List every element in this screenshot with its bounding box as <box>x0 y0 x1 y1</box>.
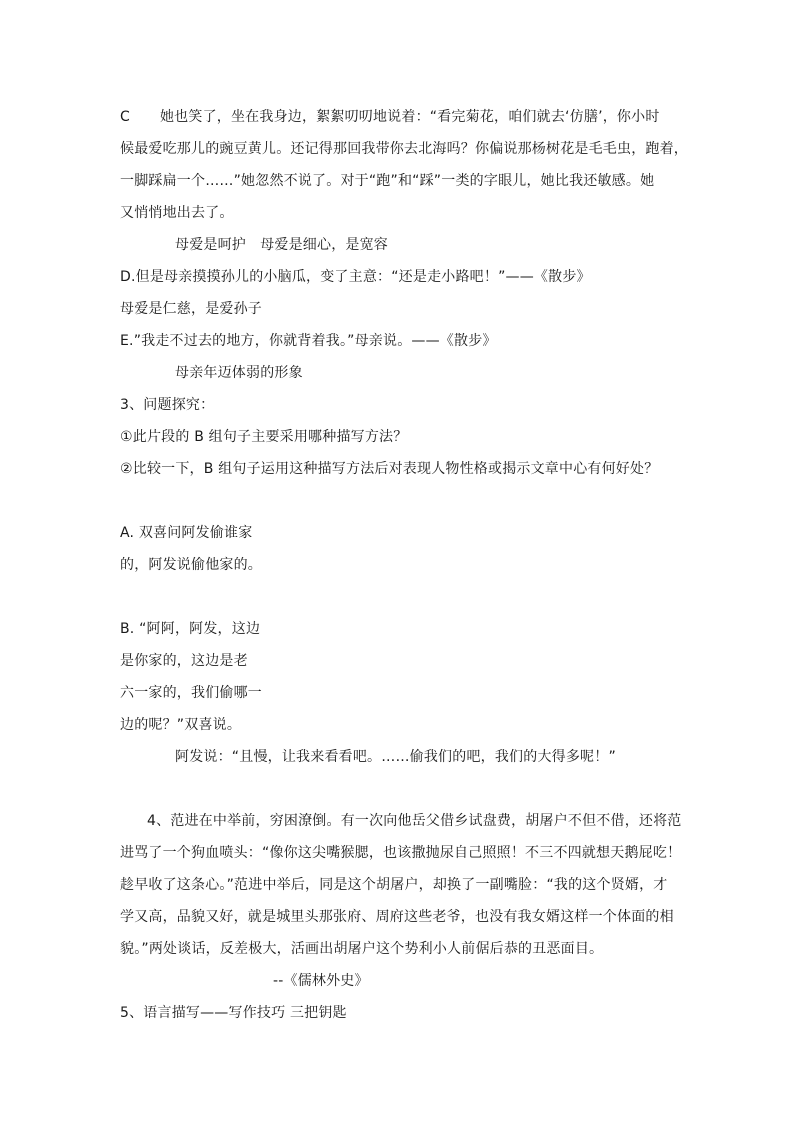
paragraph-c-line-2: 候最爱吃那儿的豌豆黄儿。还记得那回我带你去北海吗？你偏说那杨树花是毛毛虫，跑着， <box>120 141 688 157</box>
paragraph-c-line-4: 又悄悄地出去了。 <box>120 205 234 221</box>
question-3-title: 3、问题探究： <box>120 397 215 413</box>
group-b-line-3: 六一家的，我们偷哪一 <box>120 685 262 701</box>
paragraph-4-line-5: 貌。”两处谈话，反差极大，活画出胡屠户这个势利小人前倨后恭的丑恶面目。 <box>120 941 604 957</box>
paragraph-c-line-1 <box>120 107 660 127</box>
option-c-label: C <box>120 109 130 125</box>
paragraph-c-line-3: 一脚踩扁一个……”她忽然不说了。对于“跑”和“踩”一类的字眼儿，她比我还敏感。她 <box>120 173 655 189</box>
group-b-line-2: 是你家的，这边是老 <box>120 653 248 669</box>
question-3-item-2: ②比较一下，B 组句子运用这种描写方法后对表现人物性格或揭示文章中心有何好处？ <box>120 461 659 477</box>
note-d: 母爱是仁慈，是爱孙子 <box>120 301 262 317</box>
option-c-text: 她也笑了，坐在我身边，絮絮叨叨地说着：“看完菊花，咱们就去‘仿膳’，你小时 <box>159 109 660 125</box>
paragraph-4-line-2: 进骂了一个狗血喷头：“像你这尖嘴猴腮，也该撒抛尿自己照照！不三不四就想天鹅屁吃！ <box>120 845 682 861</box>
section-5-title: 5、语言描写——写作技巧 三把钥匙 <box>120 1005 347 1021</box>
group-b-line-5: 阿发说：“且慢，让我来看看吧。……偷我们的吧，我们的大得多呢！” <box>175 749 616 765</box>
question-3-item-1: ①此片段的 B 组句子主要采用哪种描写方法？ <box>120 429 408 445</box>
paragraph-4-source: --《儒林外史》 <box>273 973 369 989</box>
note-c: 母爱是呵护 母爱是细心，是宽容 <box>175 237 388 253</box>
paragraph-4-line-1: 4、范进在中举前，穷困潦倒。有一次向他岳父借乡试盘费，胡屠户不但不借，还将范 <box>147 813 682 829</box>
paragraph-4-line-3: 趁早收了这条心。”范进中举后，同是这个胡屠户，却换了一副嘴脸：“我的这个贤婿，才 <box>120 877 668 893</box>
option-d: D.但是母亲摸摸孙儿的小脑瓜，变了主意：“还是走小路吧！”——《散步》 <box>120 269 591 285</box>
option-e: E.”我走不过去的地方，你就背着我。”母亲说。——《散步》 <box>120 333 497 349</box>
group-a-line-1: A. 双喜问阿发偷谁家 <box>120 525 253 541</box>
group-b-line-4: 边的呢？”双喜说。 <box>120 717 242 733</box>
group-b-line-1: B. “阿阿，阿发，这边 <box>120 621 261 637</box>
note-e: 母亲年迈体弱的形象 <box>175 365 303 381</box>
group-a-line-2: 的，阿发说偷他家的。 <box>120 557 262 573</box>
paragraph-4-line-4: 学又高，品貌又好，就是城里头那张府、周府这些老爷，也没有我女婿这样一个体面的相 <box>120 909 674 925</box>
